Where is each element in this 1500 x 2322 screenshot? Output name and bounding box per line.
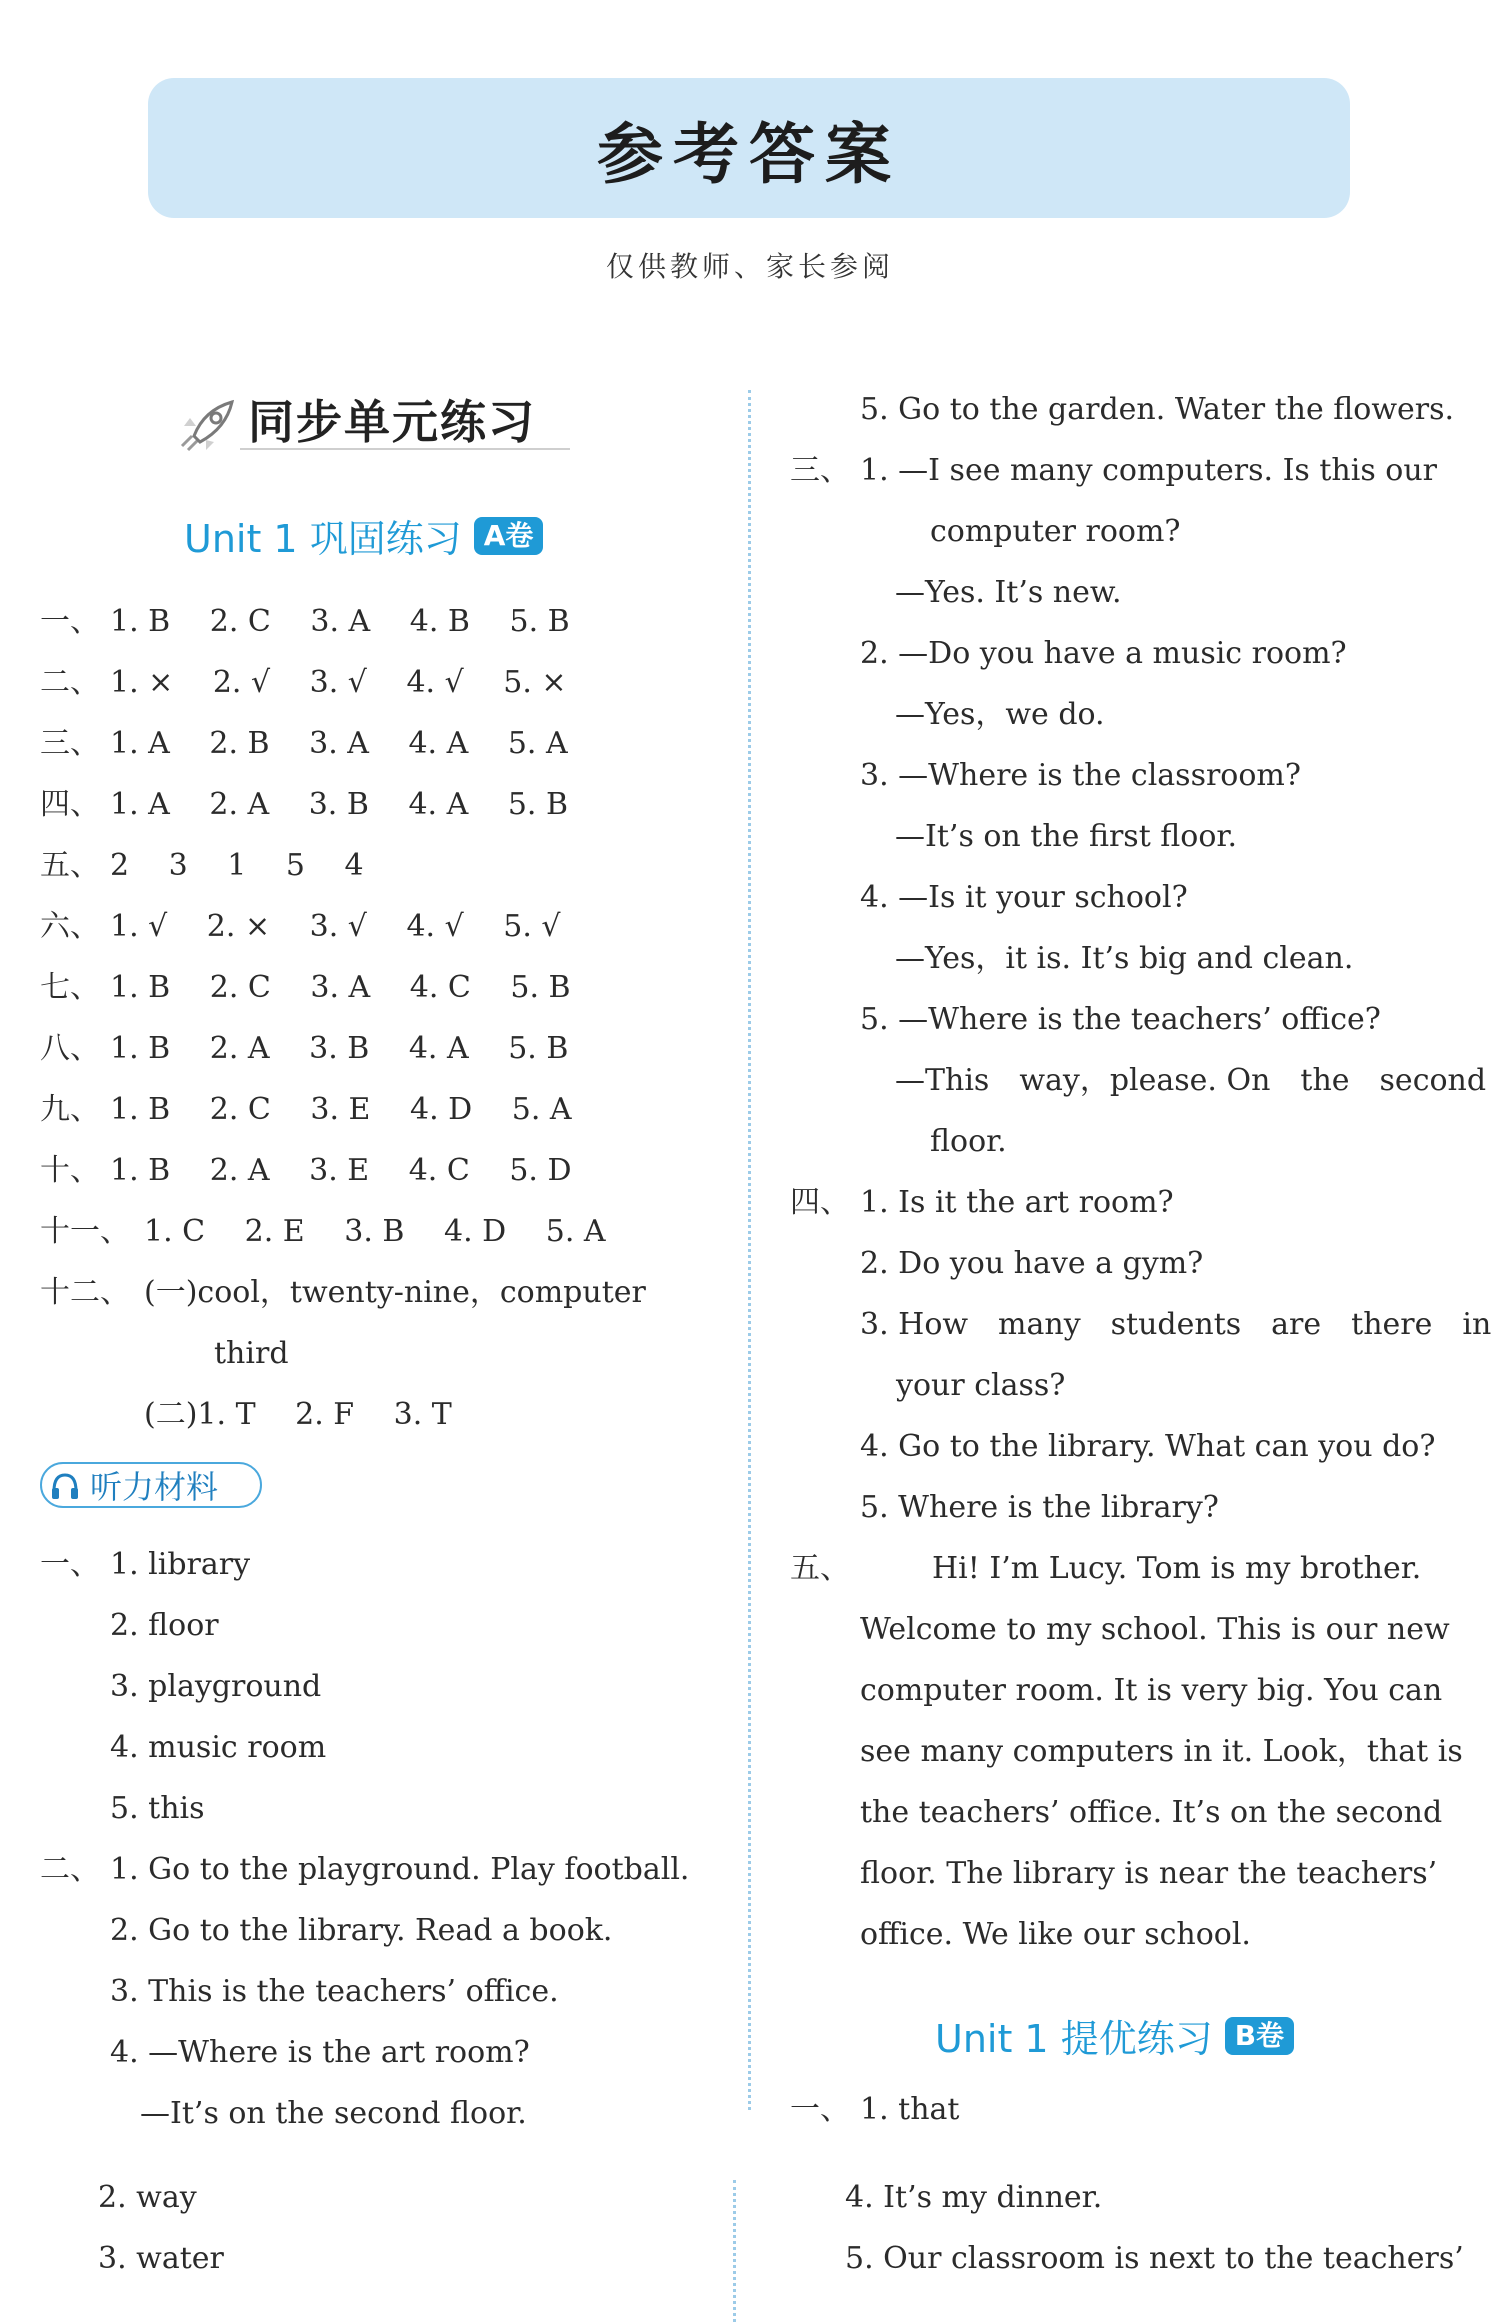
text-line [860, 1488, 1219, 1528]
answer-text: 1. C 2. E 3. B 4. D 5. A [144, 1214, 606, 1249]
text-line [140, 2094, 527, 2134]
text-line [860, 1854, 1437, 1894]
answer-text: Hi! I’m Lucy. Tom is my brother. [932, 1551, 1422, 1586]
answer-text: (一)cool，twenty-nine，computer [144, 1275, 646, 1310]
question-number: 四、 [790, 1185, 850, 1220]
answer-text: 1. √ 2. × 3. √ 4. √ 5. √ [110, 909, 561, 944]
text-line [860, 634, 1347, 674]
answer-text: Welcome to my school. This is our new [860, 1612, 1450, 1647]
answer-text: 3. water [98, 2241, 224, 2276]
text-line [790, 2090, 959, 2130]
text-line [790, 451, 1437, 491]
answer-text: 2. Go to the library. Read a book. [110, 1913, 613, 1948]
answer-text: 5. Our classroom is next to the teachers’ [845, 2241, 1464, 2276]
page-subtitle: 仅供教师、家长参阅 [605, 250, 894, 283]
answer-text: 3. How many students are there in [860, 1307, 1492, 1342]
text-line [860, 1732, 1463, 1772]
answer-text: your class? [896, 1368, 1066, 1403]
text-line [860, 878, 1188, 918]
answer-text: 1. B 2. C 3. A 4. C 5. B [110, 970, 571, 1005]
text-line [860, 1427, 1435, 1467]
unit-b-badge: B卷 [1225, 2017, 1294, 2055]
unit-a-title: Unit 1 巩固练习 [184, 517, 462, 561]
column-divider [748, 390, 751, 2110]
answer-text: 2 3 1 5 4 [110, 848, 364, 883]
text-line [40, 724, 568, 764]
text-line [790, 1549, 1421, 1589]
text-line [110, 1728, 326, 1768]
text-line [40, 602, 570, 642]
answer-text: 4. music room [110, 1730, 327, 1765]
answer-text: 1. B 2. A 3. E 4. C 5. D [110, 1153, 572, 1188]
answer-text: 2. floor [110, 1608, 219, 1643]
text-line [110, 1911, 612, 1951]
text-line [896, 1366, 1065, 1406]
question-number: 七、 [40, 970, 100, 1005]
answer-text: 4. Go to the library. What can you do? [860, 1429, 1436, 1464]
question-number: 二、 [40, 665, 100, 700]
column-divider-lower [733, 2180, 736, 2322]
text-line [110, 2033, 530, 2073]
page-title: 参考答案 [597, 115, 901, 193]
answer-text: 1. Go to the playground. Play football. [110, 1852, 690, 1887]
header-banner [148, 78, 1350, 218]
question-number: 五、 [790, 1551, 850, 1586]
text-line [110, 1606, 219, 1646]
answer-text: 2. Do you have a gym? [860, 1246, 1204, 1281]
text-line [930, 1122, 1007, 1162]
answer-text: 1. —I see many computers. Is this our [860, 453, 1437, 488]
section-title: 同步单元练习 [248, 395, 536, 449]
question-number: 三、 [790, 453, 850, 488]
answer-text: —It’s on the first floor. [895, 819, 1238, 854]
answer-text: —Yes. It’s new. [895, 575, 1122, 610]
answer-text: floor. [930, 1124, 1007, 1159]
text-line [860, 1000, 1381, 1040]
answer-text: 3. —Where is the classroom? [860, 758, 1301, 793]
unit-b-title: Unit 1 提优练习 [935, 2017, 1213, 2061]
text-line [860, 390, 1454, 430]
unit-a-badge: A卷 [474, 517, 544, 555]
text-line [40, 1850, 689, 1890]
question-number: 一、 [40, 1547, 100, 1582]
answer-text: 1. B 2. A 3. B 4. A 5. B [110, 1031, 569, 1066]
question-number: 六、 [40, 909, 100, 944]
text-line [40, 1090, 572, 1130]
text-line [895, 817, 1237, 857]
answer-text: 5. —Where is the teachers’ office? [860, 1002, 1381, 1037]
answer-text: —Yes，it is. It’s big and clean. [895, 941, 1354, 976]
answer-text: 1. Is it the art room? [860, 1185, 1174, 1220]
answer-text: floor. The library is near the teachers’ [860, 1856, 1438, 1891]
answer-text: 1. A 2. A 3. B 4. A 5. B [110, 787, 569, 822]
section-heading [170, 382, 570, 454]
answer-text: 1. that [860, 2092, 960, 2127]
question-number: 十一、 [40, 1214, 130, 1249]
text-line [860, 1244, 1203, 1284]
text-line [40, 846, 364, 886]
answer-text: 1. A 2. B 3. A 4. A 5. A [110, 726, 568, 761]
answer-text: 1. library [110, 1547, 251, 1582]
rocket-icon [174, 396, 238, 452]
question-number: 二、 [40, 1852, 100, 1887]
answer-text: 2. way [98, 2180, 197, 2215]
text-line [895, 1061, 1486, 1101]
answer-text: 2. —Do you have a music room? [860, 636, 1347, 671]
answer-text: computer room? [930, 514, 1181, 549]
text-line [860, 1305, 1491, 1345]
answer-text: 3. playground [110, 1669, 322, 1704]
listening-label-text: 听力材料 [90, 1468, 219, 1506]
question-number: 四、 [40, 787, 100, 822]
answer-text: (二)1. T 2. F 3. T [144, 1397, 452, 1432]
headphones-icon [50, 1471, 80, 1501]
unit-a-heading [184, 508, 543, 563]
listening-label [40, 1462, 262, 1508]
text-line [860, 1610, 1450, 1650]
question-number: 三、 [40, 726, 100, 761]
answer-text: —It’s on the second floor. [140, 2096, 527, 2131]
answer-text: 5. Where is the library? [860, 1490, 1219, 1525]
answer-text: 1. × 2. √ 3. √ 4. √ 5. × [110, 665, 567, 700]
text-line [40, 968, 571, 1008]
answer-text: third [214, 1336, 289, 1371]
text-line [40, 1029, 568, 1069]
answer-text: 4. —Is it your school? [860, 880, 1188, 915]
question-number: 十二、 [40, 1275, 130, 1310]
text-line [40, 1212, 606, 1252]
section-underline [240, 448, 570, 450]
question-number: 十、 [40, 1153, 100, 1188]
text-line [895, 695, 1105, 735]
text-line [895, 573, 1122, 613]
answer-text: computer room. It is very big. You can [860, 1673, 1443, 1708]
question-number: 九、 [40, 1092, 100, 1127]
text-line [895, 939, 1353, 979]
answer-text: see many computers in it. Look，that is [860, 1734, 1463, 1769]
text-line [790, 1183, 1174, 1223]
answer-text: 3. This is the teachers’ office. [110, 1974, 559, 2009]
answer-text: 5. Go to the garden. Water the flowers. [860, 392, 1455, 427]
text-line [110, 1972, 559, 2012]
answer-text: office. We like our school. [860, 1917, 1251, 1952]
text-line [98, 2239, 224, 2279]
unit-b-heading [935, 2008, 1294, 2063]
question-number: 一、 [40, 604, 100, 639]
answer-text: 4. It’s my dinner. [845, 2180, 1103, 2215]
answer-text: 4. —Where is the art room? [110, 2035, 530, 2070]
answer-text: 1. B 2. C 3. A 4. B 5. B [110, 604, 570, 639]
text-line [110, 1789, 205, 1829]
text-line [845, 2239, 1464, 2279]
answer-text: the teachers’ office. It’s on the second [860, 1795, 1443, 1830]
text-line [98, 2178, 197, 2218]
text-line [860, 1793, 1442, 1833]
answer-text: 5. this [110, 1791, 205, 1826]
text-line [40, 1273, 646, 1313]
text-line [40, 1545, 250, 1585]
question-number: 五、 [40, 848, 100, 883]
text-line [860, 1671, 1442, 1711]
text-line [40, 1151, 572, 1191]
question-number: 一、 [790, 2092, 850, 2127]
text-line [860, 1915, 1251, 1955]
text-line [40, 663, 567, 703]
text-line [110, 1667, 321, 1707]
answer-text: —This way，please. On the second [895, 1063, 1487, 1098]
answer-text: 1. B 2. C 3. E 4. D 5. A [110, 1092, 572, 1127]
answer-text: —Yes，we do. [895, 697, 1105, 732]
text-line [40, 785, 568, 825]
question-number: 八、 [40, 1031, 100, 1066]
text-line [214, 1334, 289, 1374]
text-line [40, 907, 561, 947]
text-line [845, 2178, 1102, 2218]
text-line [860, 756, 1301, 796]
text-line [144, 1395, 452, 1435]
text-line [930, 512, 1181, 552]
